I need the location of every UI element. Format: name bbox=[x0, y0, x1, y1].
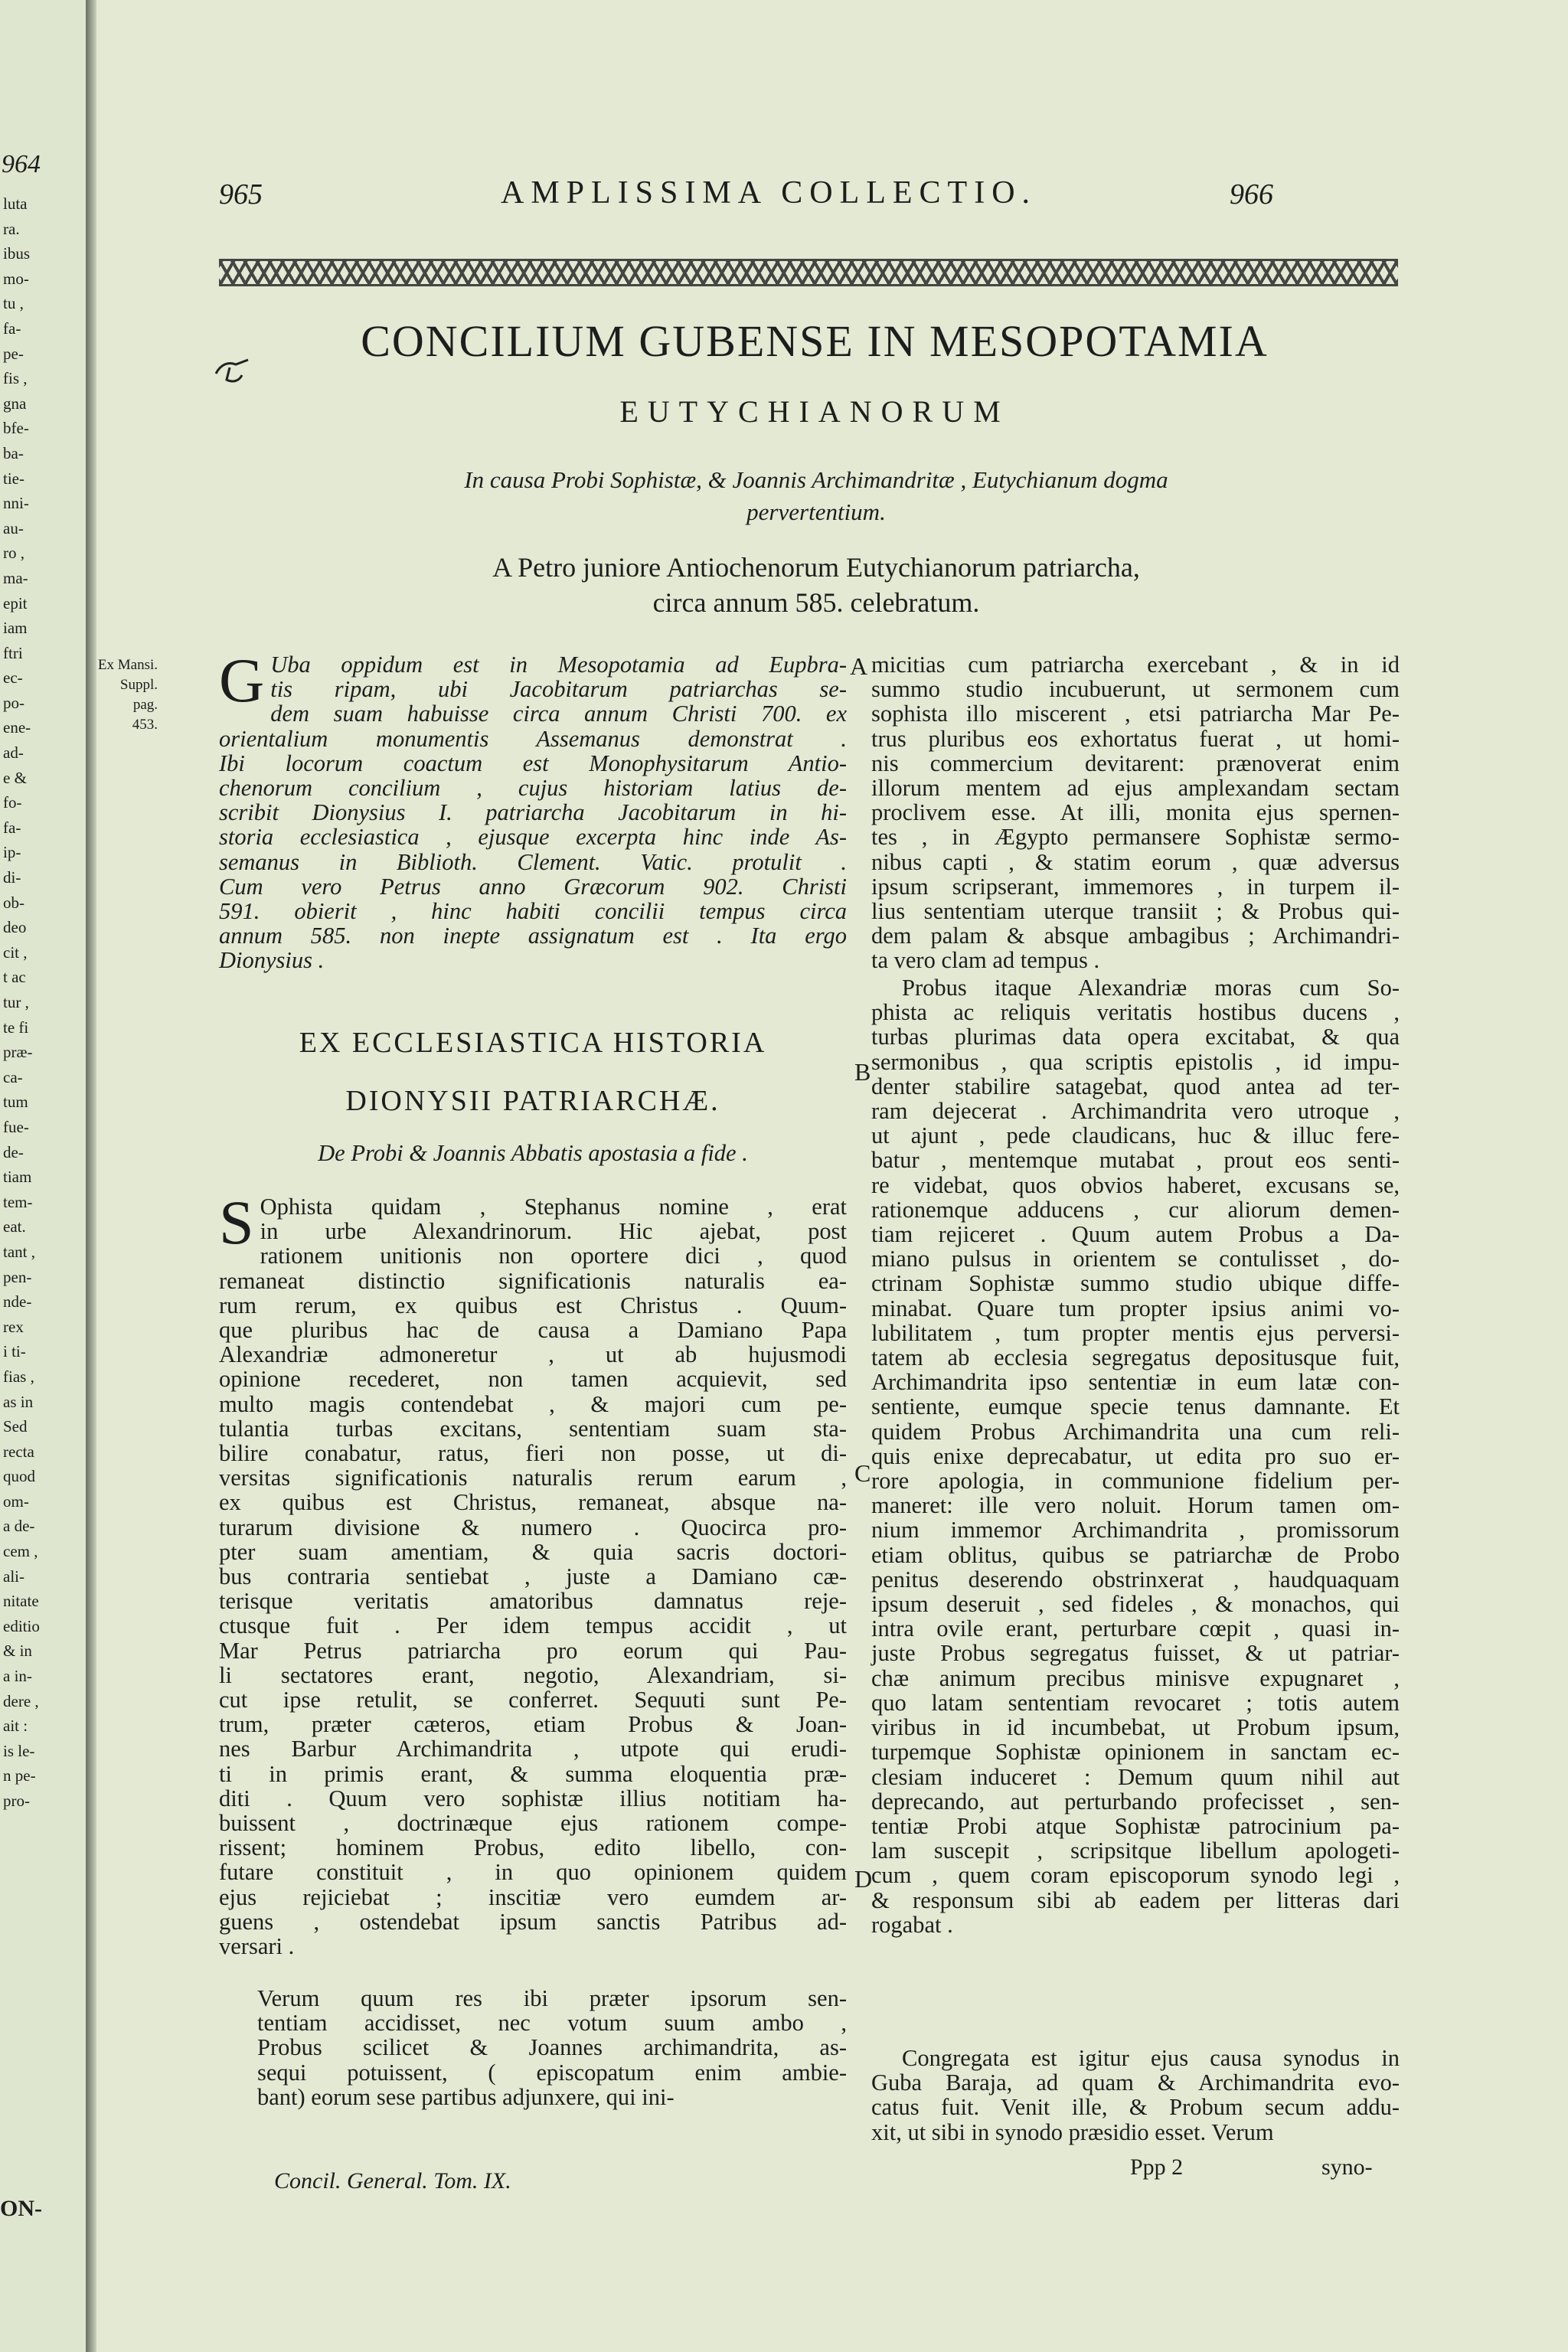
celebration-note bbox=[296, 550, 1337, 620]
text-line: lam suscepit , scripsitque libellum apologeti- bbox=[871, 1838, 1400, 1864]
text-line: phista ac reliquis veritatis hostibus ducens , bbox=[871, 999, 1400, 1026]
facing-page-fragment: tant , bbox=[3, 1242, 35, 1261]
text-line: ipsum deseruit , sed fideles , & monachos, qui bbox=[871, 1591, 1400, 1618]
facing-page-fragment: n pe- bbox=[3, 1766, 36, 1785]
text-line: & responsum sibi ab eadem per litteras dari bbox=[871, 1886, 1400, 1913]
text-line: futare constituit , in quo opinionem quidem bbox=[219, 1859, 847, 1886]
text-line: batur , mentemque mutabat , prout eos senti- bbox=[871, 1147, 1400, 1174]
facing-page-fragment: dere , bbox=[3, 1691, 39, 1710]
intro-line: semanus in Biblioth. Clement. Vatic. protulit . bbox=[219, 848, 847, 875]
text-line: proclivem esse. At illi, monita ejus spernen- bbox=[871, 799, 1400, 826]
margin-note bbox=[96, 655, 158, 735]
facing-page-fragments bbox=[3, 191, 83, 1814]
facing-page-fragment: eat. bbox=[3, 1217, 26, 1236]
text-line: juste Probus segregatus fuisset, & ut patriar- bbox=[871, 1640, 1400, 1667]
text-line: que pluribus hac de causa a Damiano Papa bbox=[219, 1317, 847, 1344]
text-line: ctusque fuit . Per idem tempus accidit , ut bbox=[219, 1612, 847, 1639]
text-line: li sectatores erant, negotio, Alexandriam, si- bbox=[219, 1661, 847, 1688]
facing-page-fragment: iam bbox=[3, 619, 28, 638]
text-line: rationemque adducens , cur aliorum demen- bbox=[871, 1196, 1400, 1223]
facing-page-fragment: ro , bbox=[3, 544, 24, 563]
facing-page-fragment: pro- bbox=[3, 1792, 30, 1810]
section-marker-b: B bbox=[854, 1058, 871, 1086]
text-line: quo latam sententiam revocaret ; totis autem bbox=[871, 1689, 1400, 1716]
intro-paragraph bbox=[219, 645, 847, 974]
text-line: ta vero clam ad tempus . bbox=[871, 947, 1100, 974]
text-line: summo studio incubuerunt, ut sermonem cum bbox=[871, 676, 1400, 703]
celebration-line: circa annum 585. celebratum. bbox=[652, 587, 980, 618]
body-right-2 bbox=[871, 975, 1400, 1937]
text-line: lius sententiam uterque transiit ; & Probus qui- bbox=[871, 898, 1400, 925]
facing-page-fragment: tie- bbox=[3, 469, 24, 488]
facing-page-fragment: epit bbox=[3, 593, 28, 612]
text-line: sequi potuissent, ( episcopatum enim ambie- bbox=[257, 2059, 847, 2086]
facing-page-fragment: pen- bbox=[3, 1267, 32, 1286]
text-line: ram dejecerat . Archimandrita vero utroque , bbox=[871, 1098, 1400, 1125]
book-page bbox=[96, 0, 1568, 2352]
text-line: rissent; hominem Probus, edito libello, con- bbox=[219, 1834, 847, 1861]
intro-line: dem suam habuisse circa annum Christi 700. ex bbox=[270, 701, 847, 727]
text-line: versitas significationis naturalis rerum earum , bbox=[219, 1465, 847, 1491]
text-line: turpemque Sophistæ opinionem in sanctam ec- bbox=[871, 1739, 1400, 1766]
council-subtitle: EUTYCHIANORUM bbox=[619, 394, 1010, 429]
intro-line: Ibi locorum coactum est Monophysitarum Antio- bbox=[219, 750, 847, 776]
body-left bbox=[219, 1187, 847, 1960]
intro-line: chenorum concilium , cujus historiam latius de- bbox=[219, 775, 847, 802]
text-line: clesiam induceret : Demum quum nihil aut bbox=[871, 1763, 1400, 1790]
text-line: rum rerum, ex quibus est Christus . Quum- bbox=[219, 1292, 847, 1318]
intro-line: tis ripam, ubi Jacobitarum patriarchas se- bbox=[270, 676, 847, 703]
text-line: nium immemor Archimandrita , promissorum bbox=[871, 1517, 1400, 1544]
text-line: Mar Petrus patriarcha pro eorum qui Pau- bbox=[219, 1637, 847, 1664]
facing-page-fragment: ra. bbox=[3, 219, 20, 238]
text-line: bilire conabatur, ratus, fieri non posse, ut di- bbox=[219, 1440, 847, 1467]
text-line: nibus capti , & statim eorum , quæ adversus bbox=[871, 848, 1400, 875]
text-line: ut ajunt , pede claudicans, huc & illuc fere- bbox=[871, 1122, 1400, 1149]
text-line: penitus deserendo obstrinxerat , haudquaquam bbox=[871, 1566, 1400, 1592]
text-line: chæ animum precibus minisve expugnaret , bbox=[871, 1664, 1400, 1691]
facing-page-fragment: tur , bbox=[3, 993, 29, 1011]
facing-page-fragment: om- bbox=[3, 1491, 29, 1511]
facing-page-fragment: recta bbox=[3, 1442, 34, 1461]
facing-page-fragment: ftri bbox=[3, 643, 23, 662]
caption-line: pervertentium. bbox=[746, 498, 886, 525]
text-line: sophista illo miscerent , etsi patriarcha Mar Pe- bbox=[871, 701, 1400, 727]
text-line: nis commercium devitarent: prænoverat enim bbox=[871, 750, 1400, 776]
text-line: bus contraria sentiebat , juste a Damiano cæ- bbox=[219, 1563, 847, 1590]
text-line: tatem ab ecclesia segregatus depositusque fuit, bbox=[871, 1344, 1400, 1371]
signature-mark: Ppp 2 bbox=[1130, 2154, 1184, 2180]
text-line: maneret: ille vero noluit. Horum tamen om- bbox=[871, 1492, 1400, 1519]
text-line: illorum mentem ad ejus amplexandam sectam bbox=[871, 775, 1400, 802]
facing-page-fragment: a in- bbox=[3, 1667, 32, 1686]
pointing-hand-icon bbox=[213, 351, 253, 387]
facing-page-fragment: a de- bbox=[3, 1517, 35, 1536]
text-line: sentiente, eumque specie tenus damnante. Et bbox=[871, 1393, 1400, 1420]
facing-page-fragment: i ti- bbox=[3, 1342, 26, 1361]
running-title: AMPLISSIMA COLLECTIO. bbox=[501, 175, 1037, 211]
text-line: turbas plurimas data opera excitabat, & qua bbox=[871, 1024, 1400, 1050]
text-line: deprecando, aut perturbando profecisset , sen- bbox=[871, 1788, 1400, 1815]
text-line: rore apologia, in communione fidelium per- bbox=[871, 1468, 1400, 1494]
facing-page-fragment: ca- bbox=[3, 1067, 23, 1086]
section-marker-a: A bbox=[850, 652, 868, 680]
facing-page-fragment: ait : bbox=[3, 1717, 28, 1736]
text-line: Probus itaque Alexandriæ moras cum So- bbox=[902, 975, 1400, 1001]
caption-line: In causa Probi Sophistæ, & Joannis Archimandritæ , Eutychianum dogma bbox=[464, 466, 1168, 493]
facing-page-fragment: au- bbox=[3, 518, 24, 537]
text-line: trum, præter cæteros, etiam Probus & Joan- bbox=[219, 1711, 847, 1738]
text-line: terisque veritatis amatoribus damnatus reje- bbox=[219, 1588, 847, 1615]
text-line: cut ipse retulit, se conferret. Sequuti sunt Pe- bbox=[219, 1687, 847, 1713]
facing-page-fragment: tu , bbox=[3, 294, 24, 313]
facing-page-fragment: ba- bbox=[3, 443, 24, 462]
facing-page-fragment: & in bbox=[3, 1642, 32, 1661]
intro-line: Cum vero Petrus anno Græcorum 902. Christi bbox=[219, 873, 847, 900]
title-caption bbox=[296, 464, 1337, 528]
facing-page-fragment: fa- bbox=[3, 818, 21, 837]
text-line: trus pluribus eos exhortatus fuerat , ut homi- bbox=[871, 725, 1400, 752]
text-line: in urbe Alexandrinorum. Hic ajebat, post bbox=[260, 1218, 847, 1245]
facing-page-fragment: po- bbox=[3, 693, 24, 712]
body-right-3 bbox=[871, 2046, 1400, 2145]
text-line: cum , quem coram episcoporum synodo legi , bbox=[871, 1862, 1400, 1889]
history-heading-2: DIONYSII PATRIARCHÆ. bbox=[345, 1085, 720, 1117]
body-right bbox=[871, 652, 1400, 973]
facing-page-fragment: tiam bbox=[3, 1168, 32, 1187]
facing-page-fragment: editio bbox=[3, 1616, 40, 1635]
text-line: rogabat . bbox=[871, 1911, 953, 1938]
facing-page-fragment: de- bbox=[3, 1142, 24, 1161]
body-dropcap: S bbox=[219, 1187, 254, 1257]
facing-page-fragment: fis , bbox=[3, 369, 28, 388]
intro-line: Uba oppidum est in Mesopotamia ad Eupbra- bbox=[270, 652, 847, 678]
text-line: Guba Baraja, ad quam & Archimandrita evo- bbox=[871, 2069, 1400, 2096]
facing-page-fragment: fue- bbox=[3, 1117, 29, 1136]
intro-line: storia ecclesiastica , ejusque excerpta hinc inde As- bbox=[219, 824, 847, 851]
facing-page-fragment: nde- bbox=[3, 1292, 32, 1312]
volume-footer bbox=[274, 2168, 511, 2194]
margin-note-line: Suppl. pag. bbox=[119, 677, 158, 713]
facing-page-fragment: e & bbox=[3, 768, 27, 787]
facing-page-fragment: as in bbox=[3, 1392, 34, 1411]
facing-page-fragment: ip- bbox=[3, 843, 21, 862]
text-line: diti . Quum vero sophistæ illius notitiam ha- bbox=[219, 1785, 847, 1811]
text-line: Ophista quidam , Stephanus nomine , erat bbox=[260, 1194, 847, 1220]
facing-page-fragment: pe- bbox=[3, 344, 24, 363]
text-line: quidem Probus Archimandrita una cum reli- bbox=[871, 1418, 1400, 1445]
text-line: rationem unitionis non oportere dici , quod bbox=[260, 1243, 847, 1269]
text-line: versari . bbox=[219, 1933, 295, 1960]
facing-page-fragment: ali- bbox=[3, 1566, 24, 1586]
intro-line: annum 585. non inepte assignatum est . Ita ergo bbox=[219, 923, 847, 949]
text-line: buissent , doctrinæque ejus rationem compe- bbox=[219, 1810, 847, 1837]
section-marker-c: C bbox=[854, 1459, 871, 1487]
facing-page-fragment: is le- bbox=[3, 1741, 35, 1760]
text-line: xit, ut sibi in synodo præsidio esset. Verum bbox=[871, 2118, 1274, 2145]
intro-dropcap: G bbox=[219, 645, 265, 715]
facing-page-fragment: ec- bbox=[3, 668, 23, 688]
text-line: guens , ostendebat ipsum sanctis Patribus ad- bbox=[219, 1908, 847, 1935]
text-line: lubilitatem , tum propter mentis ejus perversi- bbox=[871, 1319, 1400, 1346]
text-line: Verum quum res ibi præter ipsorum sen- bbox=[257, 1985, 847, 2011]
text-line: tulantia turbas excitans, sententiam suam sta- bbox=[219, 1415, 847, 1442]
facing-page-fragment: bfe- bbox=[3, 419, 29, 438]
ornamental-rule bbox=[219, 259, 1398, 286]
facing-page-fragment: te fi bbox=[3, 1018, 29, 1037]
text-line: tes , in Ægypto permansere Sophistæ sermo- bbox=[871, 824, 1400, 851]
section-marker-d: D bbox=[854, 1865, 873, 1893]
text-line: re videbat, quos obvios haberet, excusans se, bbox=[871, 1171, 1400, 1198]
text-line: tiam rejiceret . Quum autem Probus a Da- bbox=[871, 1221, 1400, 1248]
body-left-2 bbox=[219, 1986, 847, 2109]
text-line: Congregata est igitur ejus causa synodus in bbox=[902, 2045, 1400, 2071]
facing-page-fragment: t ac bbox=[3, 968, 26, 987]
facing-page-fragment: ad- bbox=[3, 743, 24, 763]
text-line: miano pulsus in orientem se contulisset , do- bbox=[871, 1246, 1400, 1272]
text-line: dem palam & absque ambagibus ; Archimandri- bbox=[871, 923, 1400, 949]
facing-page-fragment: fo- bbox=[3, 793, 22, 812]
facing-page-bottom: ON- bbox=[0, 2196, 42, 2221]
celebration-line: A Petro juniore Antiochenorum Eutychianorum patriarcha, bbox=[492, 552, 1140, 583]
text-line: tentiam accidisset, nec votum suum ambo , bbox=[257, 2010, 847, 2037]
text-line: remaneat distinctio significationis naturalis ea- bbox=[219, 1267, 847, 1294]
text-line: bant) eorum sese partibus adjunxere, qui ini- bbox=[257, 2083, 675, 2110]
history-heading: EX ECCLESIASTICA HISTORIA bbox=[299, 1027, 767, 1059]
facing-page-fragment: ma- bbox=[3, 568, 28, 587]
facing-page-fragment: luta bbox=[3, 194, 28, 213]
facing-page-fragment: mo- bbox=[3, 269, 29, 288]
facing-page-strip bbox=[0, 0, 88, 2352]
intro-line: orientalium monumentis Assemanus demonstrat . bbox=[219, 725, 847, 752]
intro-line: scribit Dionysius I. patriarcha Jacobitarum in hi- bbox=[219, 799, 847, 826]
facing-page-fragment: ibus bbox=[3, 244, 31, 263]
council-title: CONCILIUM GUBENSE IN MESOPOTAMIA bbox=[361, 316, 1269, 366]
intro-line: 591. obierit , hinc habiti concilii tempus circa bbox=[219, 898, 847, 925]
page-number-left: 965 bbox=[219, 178, 263, 211]
text-line: ctrinam Sophistæ summo studio ubique diffe- bbox=[871, 1270, 1400, 1297]
facing-page-fragment: tum bbox=[3, 1093, 28, 1112]
text-line: ipsum scripserant, immemores , in turpem il- bbox=[871, 873, 1400, 900]
facing-page-fragment: ene- bbox=[3, 718, 31, 737]
text-line: nes Barbur Archimandrita , utpote qui erudi- bbox=[219, 1736, 847, 1762]
text-line: multo magis contendebat , & majori cum pe- bbox=[219, 1390, 847, 1417]
text-line: minabat. Quare tum propter ipsius animi vo- bbox=[871, 1295, 1400, 1321]
book-gutter bbox=[86, 0, 96, 2352]
facing-page-fragment: Sed bbox=[3, 1417, 28, 1436]
text-line: catus fuit. Venit ille, & Probum secum addu- bbox=[871, 2094, 1400, 2121]
text-line: Alexandriæ admoneretur , ut ab hujusmodi bbox=[219, 1341, 847, 1368]
margin-note-line: Ex Mansi. bbox=[97, 657, 158, 673]
text-line: ex quibus est Christus, remaneat, absque na- bbox=[219, 1489, 847, 1516]
page-number-right: 966 bbox=[1230, 178, 1273, 211]
facing-page-fragment: tem- bbox=[3, 1192, 33, 1211]
volume-label: Concil. General. Tom. IX. bbox=[274, 2168, 511, 2194]
facing-page-fragment: fa- bbox=[3, 318, 21, 338]
text-line: pter suam amentiam, & quia sacris doctori- bbox=[219, 1538, 847, 1565]
text-line: intra ovile erant, perturbare cœpit , quasi in- bbox=[871, 1615, 1400, 1642]
facing-page-fragment: cit , bbox=[3, 942, 28, 962]
chapter-subheading: De Probi & Joannis Abbatis apostasia a fide . bbox=[318, 1140, 748, 1166]
text-line: viribus in id incumbebat, ut Probum ipsum, bbox=[871, 1714, 1400, 1741]
facing-page-fragment: præ- bbox=[3, 1043, 33, 1062]
text-line: sermonibus , qua scriptis epistolis , id impu- bbox=[871, 1048, 1400, 1075]
text-line: opinione recederet, non tamen acquievit, sed bbox=[219, 1366, 847, 1393]
text-line: micitias cum patriarcha exercebant , & in id bbox=[871, 652, 1400, 678]
text-line: Probus scilicet & Joannes archimandrita, as- bbox=[257, 2034, 847, 2061]
facing-page-fragment: fias , bbox=[3, 1367, 34, 1386]
catchword: syno- bbox=[1321, 2154, 1373, 2180]
text-line: denter stabilire satagebat, quod antea ad ter- bbox=[871, 1073, 1400, 1099]
text-line: tentiæ Probi atque Sophistæ patrocinium pa- bbox=[871, 1812, 1400, 1839]
text-line: ejus rejiciebat ; inscitiæ vero eumdem ar- bbox=[219, 1883, 847, 1910]
facing-page-fragment: rex bbox=[3, 1317, 24, 1336]
facing-page-number: 964 bbox=[2, 150, 41, 178]
facing-page-fragment: nni- bbox=[3, 494, 29, 513]
text-line: etiam oblitus, quibus se patriarchæ de Probo bbox=[871, 1541, 1400, 1568]
facing-page-fragment: deo bbox=[3, 918, 27, 937]
facing-page-fragment: nitate bbox=[3, 1592, 39, 1611]
facing-page-fragment: quod bbox=[3, 1467, 35, 1486]
text-line: turarum divisione & numero . Quocirca pro- bbox=[219, 1514, 847, 1540]
text-line: ti in primis erant, & summa eloquentia præ- bbox=[219, 1760, 847, 1787]
text-line: quis enixe deprecabatur, ut edita pro suo er- bbox=[871, 1442, 1400, 1469]
facing-page-fragment: cem , bbox=[3, 1542, 38, 1561]
facing-page-fragment: ob- bbox=[3, 893, 24, 912]
intro-line: Dionysius . bbox=[219, 947, 325, 974]
margin-note-line: 453. bbox=[132, 717, 158, 733]
facing-page-fragment: gna bbox=[3, 394, 27, 413]
facing-page-fragment: di- bbox=[3, 868, 21, 887]
text-line: Archimandrita ipso sententiæ in eum latæ con- bbox=[871, 1369, 1400, 1396]
